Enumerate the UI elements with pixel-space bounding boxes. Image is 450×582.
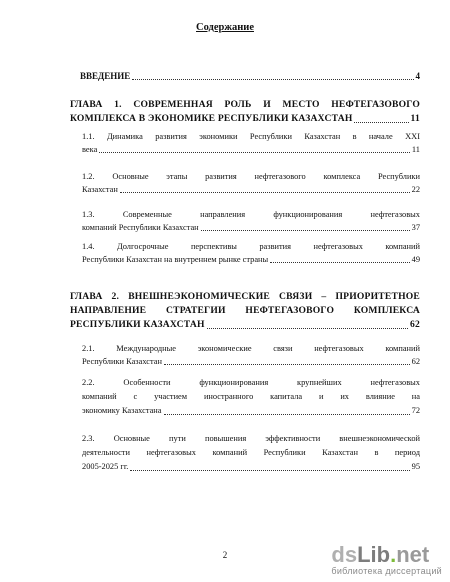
dot-leader — [354, 122, 408, 123]
chapter-1-page: 11 — [410, 113, 420, 124]
dot-leader — [120, 192, 410, 193]
dot-leader — [201, 230, 410, 231]
section-2-1-page: 62 — [411, 357, 420, 366]
toc-section-2-3 — [82, 432, 420, 474]
toc-section-1-3 — [82, 208, 420, 234]
chapter-2-title-line3: РЕСПУБЛИКИ КАЗАХСТАН — [70, 319, 205, 330]
section-2-3-line3: 2005-2025 гг. — [82, 462, 129, 471]
dot-leader — [130, 470, 409, 471]
section-1-2-line2: Казахстан — [82, 185, 118, 194]
section-1-2-line1: 1.2. Основные этапы развития нефтегазового комплекса Республики — [82, 172, 420, 181]
watermark-subtitle: библиотека диссертаций — [331, 566, 442, 576]
section-2-1-line2: Республики Казахстан — [82, 357, 162, 366]
section-1-4-page: 49 — [411, 255, 420, 264]
dot-leader — [164, 364, 410, 365]
section-2-2-page: 72 — [411, 406, 420, 415]
toc-section-1-4 — [82, 240, 420, 266]
section-1-3-page: 37 — [411, 223, 420, 232]
section-1-3-line1: 1.3. Современные направления функционирования нефтегазовых — [82, 210, 420, 219]
toc-intro — [80, 70, 420, 83]
dot-leader — [207, 328, 408, 329]
section-2-1-line1: 2.1. Международные экономические связи нефтегазовых компаний — [82, 344, 420, 353]
section-2-2-line3: экономику Казахстана — [82, 406, 162, 415]
section-1-2-page: 22 — [411, 185, 420, 194]
dot-leader — [132, 79, 413, 80]
chapter-1-title-line1: ГЛАВА 1. СОВРЕМЕННАЯ РОЛЬ И МЕСТО НЕФТЕГАЗОВОГО — [70, 99, 420, 110]
section-2-2-line1: 2.2. Особенности функционирования крупнейших нефтегазовых — [82, 378, 420, 387]
section-1-4-line2: Республики Казахстан на внутреннем рынке страны — [82, 255, 269, 264]
toc-chapter-2 — [70, 290, 420, 332]
toc-intro-page: 4 — [415, 71, 420, 81]
toc-intro-label: ВВЕДЕНИЕ — [80, 71, 131, 81]
chapter-1-title-line2: КОМПЛЕКСА В ЭКОНОМИКЕ РЕСПУБЛИКИ КАЗАХСТАН — [70, 113, 353, 124]
section-1-1-page: 11 — [411, 145, 420, 154]
dot-leader — [164, 414, 410, 415]
chapter-2-title-line2: НАПРАВЛЕНИЕ СТРАТЕГИИ НЕФТЕГАЗОВОГО КОМПЛЕКСА — [70, 305, 420, 316]
toc-section-2-2 — [82, 376, 420, 418]
section-1-1-line1: 1.1. Динамика развития экономики Республики Казахстан в начале XXI — [82, 132, 420, 141]
section-2-2-line2: компаний с участием иностранного капитала и их влияние на — [82, 392, 420, 401]
section-1-3-line2: компаний Республики Казахстан — [82, 223, 199, 232]
watermark[interactable] — [331, 544, 442, 576]
section-1-4-line1: 1.4. Долгосрочные перспективы развития нефтегазовых компаний — [82, 242, 420, 251]
page-number: 2 — [222, 550, 228, 560]
section-2-3-page: 95 — [411, 462, 420, 471]
watermark-logo: dsLib.net — [331, 542, 430, 567]
page-title: Содержание — [196, 22, 254, 33]
toc-section-1-2 — [82, 170, 420, 196]
section-2-3-line1: 2.3. Основные пути повышения эффективности внешнеэкономической — [82, 434, 420, 443]
chapter-2-page: 62 — [410, 319, 420, 330]
dot-leader — [99, 152, 410, 153]
chapter-2-title-line1: ГЛАВА 2. ВНЕШНЕЭКОНОМИЧЕСКИЕ СВЯЗИ – ПРИОРИТЕТНОЕ — [70, 291, 420, 302]
toc-section-2-1 — [82, 342, 420, 368]
section-2-3-line2: деятельности нефтегазовых компаний Республики Казахстан в период — [82, 448, 420, 457]
dot-leader — [270, 262, 409, 263]
toc-chapter-1 — [70, 98, 420, 126]
section-1-1-line2: века — [82, 145, 98, 154]
toc-section-1-1 — [82, 130, 420, 156]
